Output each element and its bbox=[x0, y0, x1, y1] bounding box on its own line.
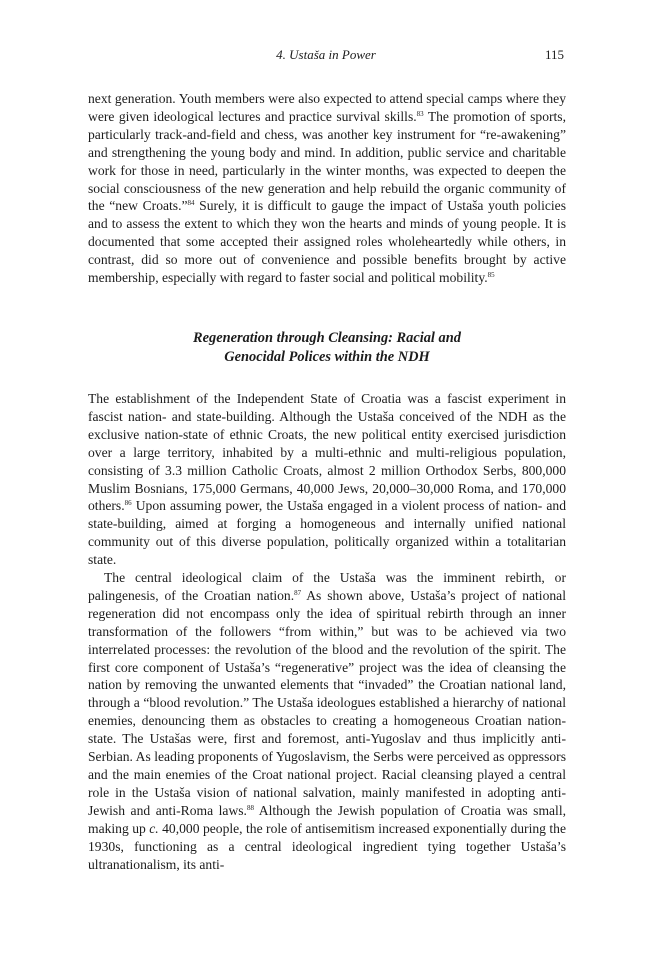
paragraph-3-text-b: As shown above, Ustaša’s project of national regeneration did not encompass only the idea of spiritual rebirth through an inner transformation of the followers “from within,” but was to be achieved via two interrelated processes: the revolution of the blood and the revolution of the spirit. The first core component of Ustaša’s “regenerative” project was the idea of cleansing the nation by removing the unwanted elements that “invaded” the Croatian national land, through a “blood revolution.” The Ustaša ideologues established a hierarchy of national enemies, denouncing them as obstacles to creating a homogeneous Croatian nation-state. The Ustašas were, first and foremost, anti-Yugoslav and thus implicitly anti-Serbian. As leading proponents of Yugoslavism, the Serbs were perceived as oppressors and the main enemies of the Croat national project. Racial cleansing played a central role in the Ustaša vision of national salvation, mainly manifested in adopting anti-Jewish and anti-Roma laws. bbox=[88, 587, 566, 818]
paragraph-1 bbox=[88, 90, 566, 287]
footnote-ref-86: 86 bbox=[124, 499, 132, 508]
footnote-ref-85: 85 bbox=[487, 271, 495, 280]
footnote-ref-88: 88 bbox=[246, 803, 254, 812]
paragraph-1-text-a: next generation. Youth members were also expected to attend special camps where they were given ideological lectures and practice survival skills. bbox=[88, 91, 566, 124]
page-header bbox=[88, 47, 564, 65]
section-heading-line-1: Regeneration through Cleansing: Racial and bbox=[193, 329, 461, 346]
section-heading-line-2: Genocidal Polices within the NDH bbox=[224, 348, 430, 365]
footnote-ref-87: 87 bbox=[294, 588, 302, 597]
paragraph-3-text-d: 40,000 people, the role of antisemitism increased exponentially during the 1930s, functioning as a central ideological ingredient tying together Ustaša’s ultranationalism, its anti- bbox=[88, 820, 567, 872]
circa-abbreviation: c. bbox=[149, 820, 159, 836]
paragraph-1-text-c: Surely, it is difficult to gauge the impact of Ustaša youth policies and to assess the extent to which they won the hearts and minds of young people. It is documented that some accepted their assigned roles wholeheartedly while others, in contrast, did so more out of convenience and possible benefits brought by active membership, especially with regard to faster social and political mobility. bbox=[88, 198, 566, 286]
section-heading bbox=[118, 329, 536, 367]
paragraph-2-text-b: Upon assuming power, the Ustaša engaged in a violent process of nation- and state-building, aimed at forging a homogeneous and internally unified national community out of this diverse population, politically organized within a totalitarian state. bbox=[88, 498, 566, 568]
footnote-ref-83: 83 bbox=[416, 109, 424, 118]
paragraph-3-text-a: The central ideological claim of the Ustaša was the imminent rebirth, or palingenesis, of the Croatian nation. bbox=[88, 570, 566, 603]
page-body bbox=[88, 90, 566, 873]
page-number: 115 bbox=[544, 47, 564, 62]
running-head: 4. Ustaša in Power bbox=[276, 47, 376, 62]
paragraph-2-text-a: The establishment of the Independent State of Croatia was a fascist experiment in fascist nation- and state-building. Although the Ustaša conceived of the NDH as the exclusive nation-state of ethnic Croats, the new political entity exercised jurisdiction over a large territory, inhabited by a multi-ethnic and multi-religious population, consisting of 3.3 million Catholic Croats, almost 2 million Orthodox Serbs, 800,000 Muslim Bosnians, 175,000 Germans, 40,000 Jews, 20,000–30,000 Roma, and 170,000 others. bbox=[88, 390, 566, 514]
footnote-ref-84: 84 bbox=[187, 199, 195, 208]
paragraph-3-text-c: Although the Jewish population of Croatia was small, making up bbox=[88, 802, 567, 836]
paragraph-3 bbox=[88, 569, 566, 873]
paragraph-1-text-b: The promotion of sports, particularly track-and-field and chess, was another key instrument for “re-awakening” and strengthening the young body and mind. In addition, public service and charitable work for those in need, particularly in the winter months, was expected to deepen the social consciousness of the new generation and help rebuild the organic community of the “new Croats.” bbox=[88, 108, 566, 214]
paragraph-2 bbox=[88, 390, 566, 569]
